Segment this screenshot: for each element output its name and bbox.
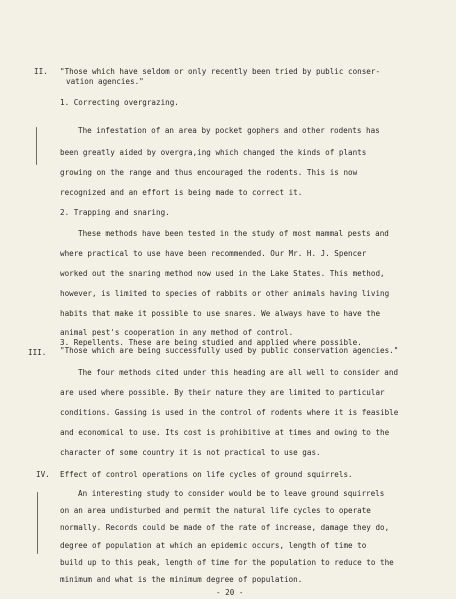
section-iv-line: on an area undisturbed and permit the natural life cycles to operate (60, 506, 371, 516)
section-ii-heading-line-2: vation agencies." (66, 77, 144, 86)
section-ii-heading-line-1: "Those which have seldom or only recently been tried by public conser- (60, 67, 381, 76)
subsection-1-line: growing on the range and thus encouraged the rodents. This is now (60, 168, 358, 177)
section-iii-line: and economical to use. Its cost is prohibitive at times and owing to the (60, 428, 390, 437)
subsection-3-repellents: 3. Repellents. These are being studied and applied where possible. (60, 338, 362, 347)
page-number: - 20 - (216, 588, 244, 597)
section-iv-line: build up to this peak, length of time for the population to reduce to the (60, 557, 394, 567)
section-iv-numeral: IV. (36, 470, 50, 479)
subsection-1-line: recognized and an effort is being made to correct it. (60, 188, 303, 197)
section-iii-line: The four methods cited under this heading are all well to consider and (78, 368, 399, 377)
margin-bracket-mark (36, 127, 37, 165)
section-iv-line: An interesting study to consider would be to leave ground squirrels (78, 489, 385, 498)
section-ii-numeral: II. (34, 67, 48, 76)
subsection-1-line: been greatly aided by overgra,ing which changed the kinds of plants (60, 148, 367, 157)
subsection-2-line: however, is limited to species of rabbits or other animals having living (60, 289, 390, 298)
subsection-2-line: These methods have been tested in the study of most mammal pests and (78, 229, 389, 238)
subsection-2-line: animal pest's cooperation in any method of control. (60, 328, 294, 337)
subsection-1-line: The infestation of an area by pocket gophers and other rodents has (78, 126, 380, 135)
section-iii-line: are used where possible. By their nature they are limited to particular (60, 388, 385, 397)
margin-bracket-mark (37, 492, 38, 554)
section-iv-line: minimum and what is the minimum degree of population. (60, 575, 303, 584)
subsection-2-line: habits that make it possible to use snares. We always have to have the (60, 309, 381, 318)
section-iv-line: degree of population at which an epidemic occurs, length of time to (60, 540, 367, 550)
section-iv-heading: Effect of control operations on life cycles of ground squirrels. (60, 470, 353, 479)
section-iii-numeral: III. (28, 348, 47, 357)
section-iv-line: normally. Records could be made of the rate of increase, damage they do, (60, 523, 390, 533)
subsection-1-label: 1. Correcting overgrazing. (60, 98, 179, 107)
section-iii-heading: "Those which are being successfully used by public conservation agencies." (60, 346, 399, 355)
subsection-2-line: worked out the snaring method now used in the Lake States. This method, (60, 269, 385, 278)
subsection-2-label: 2. Trapping and snaring. (60, 208, 170, 217)
subsection-2-line: where practical to use have been recommended. Our Mr. H. J. Spencer (60, 249, 367, 258)
section-iii-line: conditions. Gassing is used in the control of rodents where it is feasible (60, 408, 399, 417)
section-iii-line: character of some country it is not practical to use gas. (60, 448, 321, 457)
